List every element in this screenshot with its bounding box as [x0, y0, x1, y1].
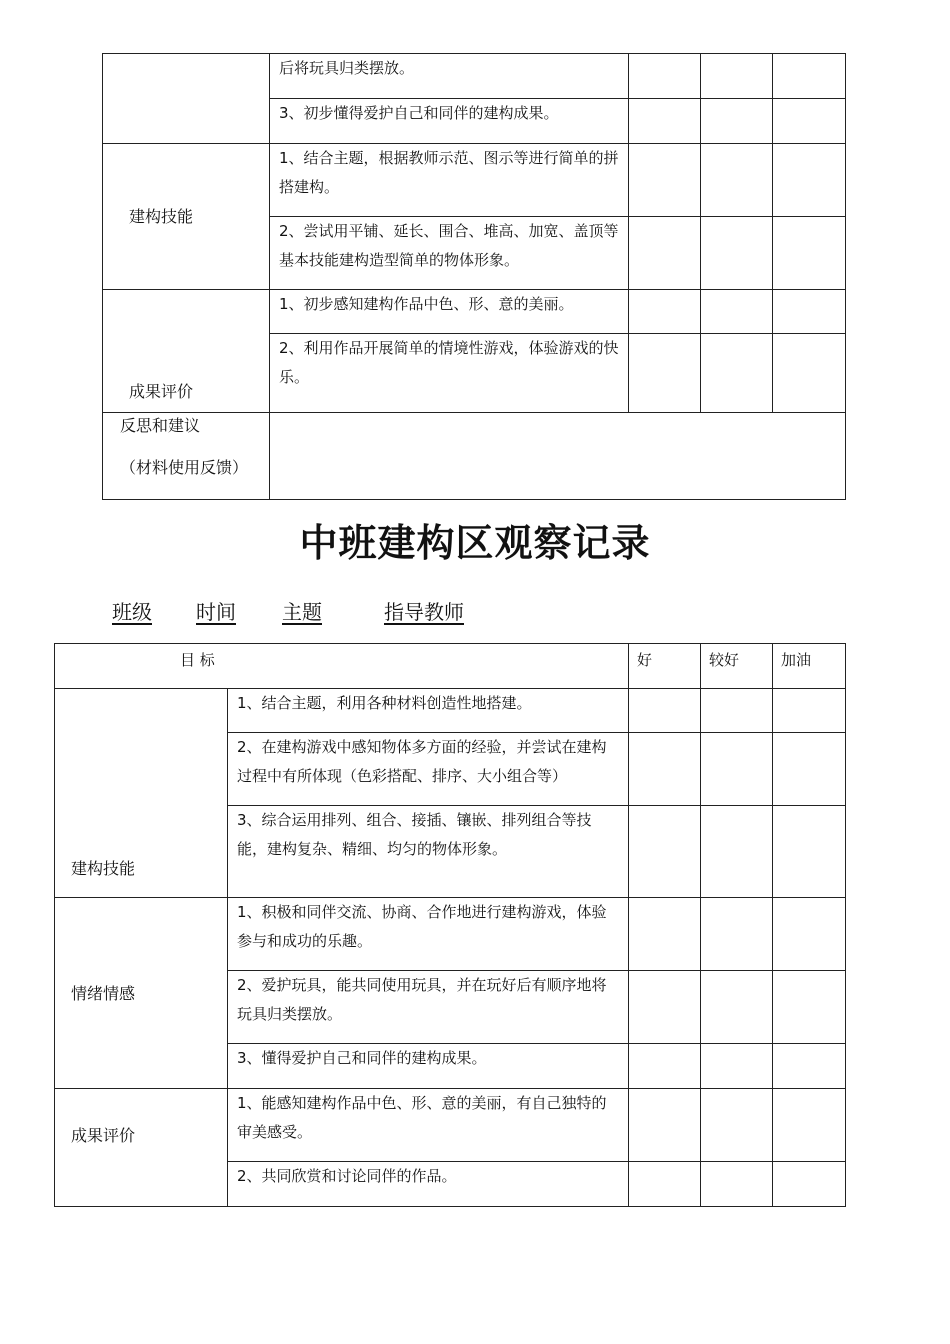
- rating-cheer-cell[interactable]: [773, 290, 846, 334]
- goal-cell: 2、共同欣赏和讨论同伴的作品。: [228, 1162, 629, 1207]
- goal-cell: 2、利用作品开展简单的情境性游戏，体验游戏的快乐。: [270, 334, 629, 413]
- rating-cheer-cell[interactable]: [773, 689, 846, 733]
- rating-better-cell[interactable]: [701, 1089, 773, 1162]
- rating-better-cell[interactable]: [701, 99, 773, 144]
- goal-cell: 2、尝试用平铺、延长、围合、堆高、加宽、盖顶等基本技能建构造型简单的物体形象。: [270, 217, 629, 290]
- rating-good-cell[interactable]: [629, 1089, 701, 1162]
- rating-better-cell[interactable]: [701, 334, 773, 413]
- rating-cheer-cell[interactable]: [773, 1044, 846, 1089]
- rating-better-cell[interactable]: [701, 806, 773, 898]
- goal-cell: 1、结合主题，根据教师示范、图示等进行简单的拼搭建构。: [270, 144, 629, 217]
- observation-table-continued: [102, 53, 846, 500]
- rating-good-cell[interactable]: [629, 144, 701, 217]
- rating-cheer-cell[interactable]: [773, 806, 846, 898]
- goal-cell: 1、能感知建构作品中色、形、意的美丽，有自己独特的审美感受。: [228, 1089, 629, 1162]
- observation-table: [54, 643, 846, 1207]
- rating-cheer-cell[interactable]: [773, 334, 846, 413]
- rating-better-cell[interactable]: [701, 290, 773, 334]
- category-label-construction-skills: 建构技能: [103, 144, 270, 290]
- category-label-emotions: 情绪情感: [55, 898, 228, 1089]
- rating-better-cell[interactable]: [701, 971, 773, 1044]
- rating-good-cell[interactable]: [629, 217, 701, 290]
- reflection-title: 反思和建议: [120, 416, 201, 435]
- rating-good-cell[interactable]: [629, 290, 701, 334]
- rating-cheer-cell[interactable]: [773, 54, 846, 99]
- goal-cell: 3、综合运用排列、组合、接插、镶嵌、排列组合等技能，建构复杂、精细、均匀的物体形象。: [228, 806, 629, 898]
- goal-cell: 1、结合主题，利用各种材料创造性地搭建。: [228, 689, 629, 733]
- goal-cell: 1、积极和同伴交流、协商、合作地进行建构游戏，体验参与和成功的乐趣。: [228, 898, 629, 971]
- category-cell: [103, 54, 270, 144]
- class-label: 班级: [112, 600, 152, 624]
- goal-cell: 2、在建构游戏中感知物体多方面的经验，并尝试在建构过程中有所体现（色彩搭配、排序、大小组合等）: [228, 733, 629, 806]
- header-better: 较好: [701, 644, 773, 689]
- category-label-result-evaluation: 成果评价: [103, 290, 270, 413]
- goal-cell: 2、爱护玩具，能共同使用玩具，并在玩好后有顺序地将玩具归类摆放。: [228, 971, 629, 1044]
- rating-cheer-cell[interactable]: [773, 971, 846, 1044]
- record-meta-line: [112, 596, 464, 625]
- page-title: 中班建构区观察记录: [299, 521, 651, 565]
- rating-better-cell[interactable]: [701, 1044, 773, 1089]
- rating-cheer-cell[interactable]: [773, 898, 846, 971]
- rating-better-cell[interactable]: [701, 144, 773, 217]
- rating-good-cell[interactable]: [629, 689, 701, 733]
- rating-cheer-cell[interactable]: [773, 1162, 846, 1207]
- teacher-label: 指导教师: [384, 600, 464, 624]
- reflection-label: [103, 413, 270, 500]
- rating-good-cell[interactable]: [629, 1044, 701, 1089]
- rating-good-cell[interactable]: [629, 54, 701, 99]
- header-good: 好: [629, 644, 701, 689]
- reflection-subtitle: （材料使用反馈）: [120, 458, 249, 477]
- rating-good-cell[interactable]: [629, 733, 701, 806]
- rating-better-cell[interactable]: [701, 1162, 773, 1207]
- rating-cheer-cell[interactable]: [773, 144, 846, 217]
- rating-cheer-cell[interactable]: [773, 99, 846, 144]
- rating-better-cell[interactable]: [701, 54, 773, 99]
- rating-cheer-cell[interactable]: [773, 1089, 846, 1162]
- rating-cheer-cell[interactable]: [773, 217, 846, 290]
- category-label-construction-skills: 建构技能: [55, 689, 228, 898]
- goal-cell: 1、初步感知建构作品中色、形、意的美丽。: [270, 290, 629, 334]
- goal-cell: 后将玩具归类摆放。: [270, 54, 629, 99]
- time-label: 时间: [196, 600, 236, 624]
- rating-cheer-cell[interactable]: [773, 733, 846, 806]
- rating-good-cell[interactable]: [629, 99, 701, 144]
- rating-better-cell[interactable]: [701, 898, 773, 971]
- theme-label: 主题: [282, 600, 322, 624]
- rating-good-cell[interactable]: [629, 806, 701, 898]
- header-goal: 目 标: [55, 644, 629, 689]
- rating-better-cell[interactable]: [701, 733, 773, 806]
- rating-good-cell[interactable]: [629, 971, 701, 1044]
- rating-good-cell[interactable]: [629, 1162, 701, 1207]
- rating-better-cell[interactable]: [701, 217, 773, 290]
- rating-better-cell[interactable]: [701, 689, 773, 733]
- goal-cell: 3、初步懂得爱护自己和同伴的建构成果。: [270, 99, 629, 144]
- rating-good-cell[interactable]: [629, 898, 701, 971]
- rating-good-cell[interactable]: [629, 334, 701, 413]
- reflection-input[interactable]: [270, 413, 846, 500]
- goal-cell: 3、懂得爱护自己和同伴的建构成果。: [228, 1044, 629, 1089]
- header-cheer: 加油: [773, 644, 846, 689]
- category-label-result-evaluation: 成果评价: [55, 1089, 228, 1207]
